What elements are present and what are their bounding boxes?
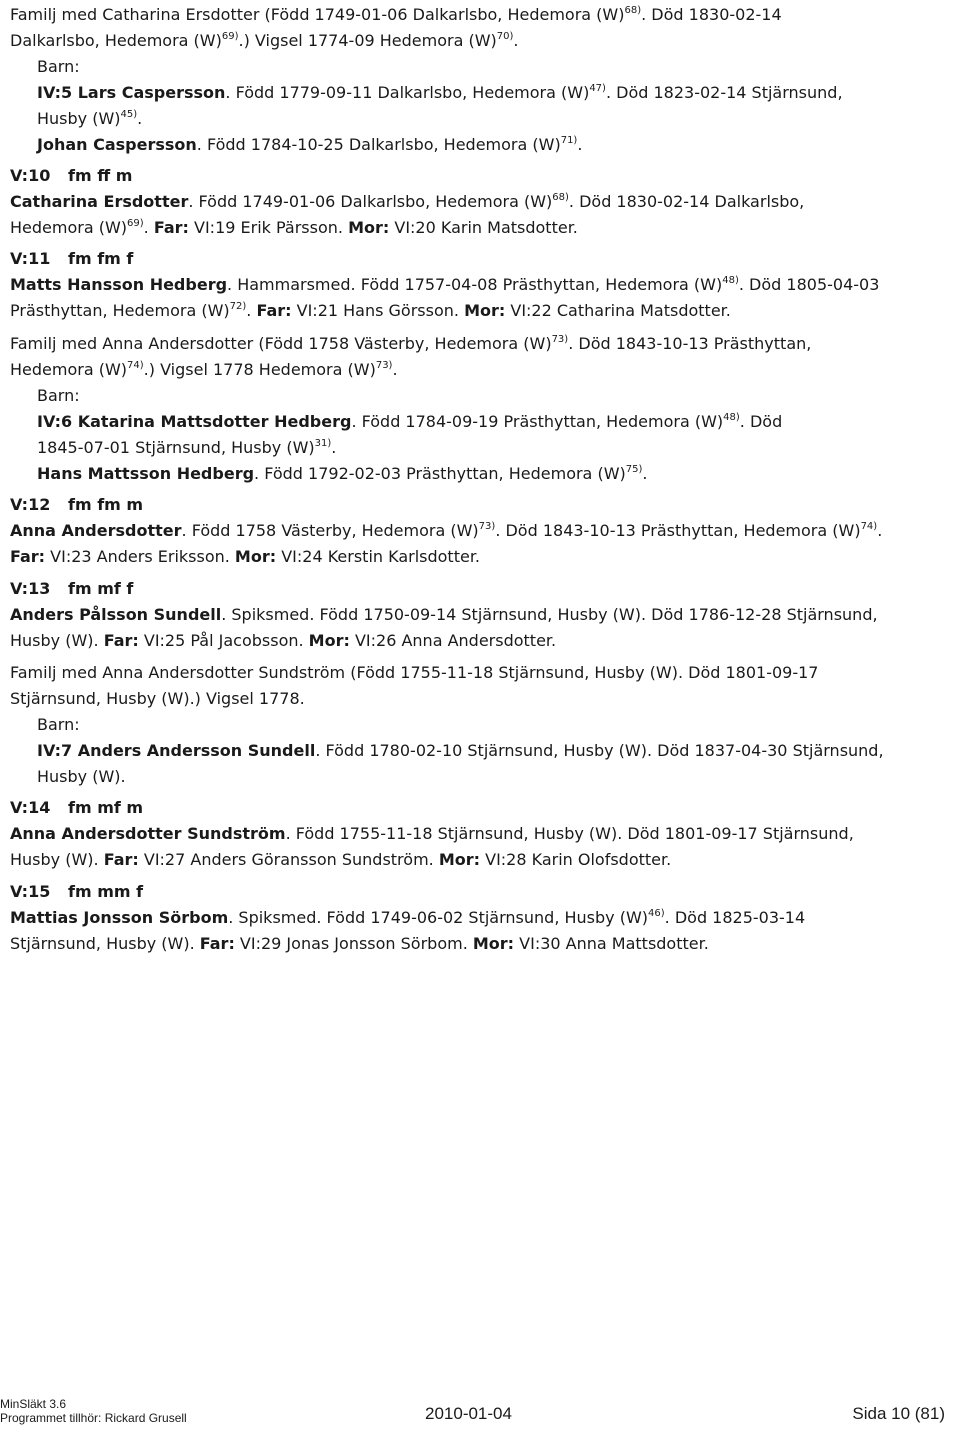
footnote-ref: 69) <box>221 31 239 42</box>
generation-code: V:14 <box>10 798 51 817</box>
page-footer <box>0 1397 945 1433</box>
text: . Hammarsmed. Född 1757-04-08 Prästhyttan, Hedemora (W) <box>227 275 723 294</box>
footnote-ref: 48) <box>722 275 739 286</box>
mother-label: Mor: <box>308 631 350 650</box>
child-entry <box>37 740 884 762</box>
text: . <box>331 438 337 457</box>
text: . Född 1784-09-19 Prästhyttan, Hedemora (W) <box>351 412 724 431</box>
child-entry <box>37 82 843 104</box>
text: . Född 1749-01-06 Dalkarlsbo, Hedemora (W) <box>188 192 553 211</box>
relation-code: fm fm f <box>68 249 134 268</box>
footnote-ref: 72) <box>229 301 247 312</box>
father-label: Far: <box>103 631 139 650</box>
mother-label: Mor: <box>472 934 515 953</box>
footnote-ref: 48) <box>723 412 740 423</box>
child-entry-cont <box>37 108 142 130</box>
footnote-ref: 70) <box>496 31 514 42</box>
text: Dalkarlsbo, Hedemora (W) <box>10 31 222 50</box>
father-label: Far: <box>199 934 235 953</box>
generation-code: V:11 <box>10 249 51 268</box>
text: . <box>143 218 154 237</box>
text: . Död 1823-02-14 Stjärnsund, <box>605 83 843 102</box>
footnote-ref: 68) <box>552 192 569 203</box>
text: Stjärnsund, Husby (W). <box>10 934 200 953</box>
footer-app-name: MinSläkt 3.6 <box>0 1397 67 1411</box>
generation-header <box>10 578 133 600</box>
text: . Död 1805-04-03 <box>738 275 880 294</box>
text: Husby (W) <box>37 109 121 128</box>
text: . Född 1784-10-25 Dalkarlsbo, Hedemora (W) <box>196 135 561 154</box>
text: 1845-07-01 Stjärnsund, Husby (W) <box>37 438 315 457</box>
child-entry <box>37 411 782 433</box>
person-entry-cont <box>10 217 578 239</box>
text: . <box>642 464 648 483</box>
text: . <box>877 521 883 540</box>
text: VI:25 Pål Jacobsson. <box>138 631 309 650</box>
footnote-ref: 46) <box>648 908 665 919</box>
mother-label: Mor: <box>348 218 390 237</box>
person-name: Anna Andersdotter Sundström <box>10 824 286 843</box>
text: VI:29 Jonas Jonsson Sörbom. <box>234 934 473 953</box>
children-label: Barn: <box>37 715 80 734</box>
mother-label: Mor: <box>438 850 481 869</box>
footnote-ref: 31) <box>314 438 332 449</box>
text: VI:26 Anna Andersdotter. <box>349 631 557 650</box>
text: . Spiksmed. Född 1750-09-14 Stjärnsund, Husby (W). Död 1786-12-28 Stjärnsund, <box>221 605 878 624</box>
text: . Född 1758 Västerby, Hedemora (W) <box>181 521 479 540</box>
child-entry-cont <box>37 437 336 459</box>
text: VI:21 Hans Görsson. <box>291 301 465 320</box>
child-entry <box>37 134 582 156</box>
generation-header <box>10 494 143 516</box>
text: . <box>137 109 143 128</box>
person-entry <box>10 823 854 845</box>
text: Familj med Anna Andersdotter (Född 1758 Västerby, Hedemora (W) <box>10 334 552 353</box>
person-name: IV:7 Anders Andersson Sundell <box>37 741 316 760</box>
family-header-line <box>10 359 398 381</box>
person-entry-cont <box>10 630 556 652</box>
family-header-line: Stjärnsund, Husby (W).) Vigsel 1778. <box>10 689 305 708</box>
person-name: IV:5 Lars Caspersson <box>37 83 226 102</box>
person-entry <box>10 604 878 626</box>
relation-code: fm fm m <box>68 495 144 514</box>
person-entry-cont <box>10 546 480 568</box>
text: Husby (W). <box>10 631 104 650</box>
text: VI:19 Erik Pärsson. <box>188 218 349 237</box>
relation-code: fm mf f <box>68 579 134 598</box>
text: . Död 1843-10-13 Prästhyttan, <box>568 334 812 353</box>
footer-page-number: Sida 10 (81) <box>852 1404 945 1423</box>
generation-code: V:10 <box>10 166 51 185</box>
person-name: Anders Pålsson Sundell <box>10 605 222 624</box>
footnote-ref: 69) <box>127 218 144 229</box>
footnote-ref: 73) <box>375 360 393 371</box>
text: . Död 1830-02-14 <box>641 5 782 24</box>
text: . Född 1780-02-10 Stjärnsund, Husby (W). Död 1837-04-30 Stjärnsund, <box>315 741 884 760</box>
father-label: Far: <box>153 218 189 237</box>
text: . <box>246 301 257 320</box>
child-entry <box>37 463 647 485</box>
footnote-ref: 68) <box>624 5 642 16</box>
text: . Spiksmed. Född 1749-06-02 Stjärnsund, Husby (W) <box>228 908 649 927</box>
person-entry <box>10 191 804 213</box>
text: VI:22 Catharina Matsdotter. <box>505 301 731 320</box>
footnote-ref: 74) <box>127 360 144 371</box>
person-entry-cont <box>10 849 671 871</box>
text: VI:24 Kerstin Karlsdotter. <box>276 547 481 566</box>
father-label: Far: <box>10 547 46 566</box>
generation-code: V:12 <box>10 495 51 514</box>
mother-label: Mor: <box>464 301 506 320</box>
text: VI:28 Karin Olofsdotter. <box>480 850 672 869</box>
footnote-ref: 71) <box>560 135 578 146</box>
footnote-ref: 75) <box>625 464 643 475</box>
text: . Född 1779-09-11 Dalkarlsbo, Hedemora (W) <box>225 83 590 102</box>
person-name: Hans Mattsson Hedberg <box>37 464 255 483</box>
person-name: IV:6 Katarina Mattsdotter Hedberg <box>37 412 352 431</box>
text: VI:20 Karin Matsdotter. <box>389 218 578 237</box>
footnote-ref: 45) <box>120 109 138 120</box>
footnote-ref: 73) <box>478 521 496 532</box>
generation-header <box>10 165 132 187</box>
person-name: Johan Caspersson <box>37 135 197 154</box>
footnote-ref: 47) <box>589 83 606 94</box>
text: Husby (W). <box>10 850 104 869</box>
generation-code: V:13 <box>10 579 51 598</box>
mother-label: Mor: <box>234 547 277 566</box>
father-label: Far: <box>103 850 139 869</box>
text: VI:23 Anders Eriksson. <box>45 547 235 566</box>
text: Hedemora (W) <box>10 360 128 379</box>
text: . <box>513 31 519 50</box>
footer-owner: Programmet tillhör: Rickard Grusell <box>0 1411 187 1425</box>
text: Familj med Catharina Ersdotter (Född 1749-01-06 Dalkarlsbo, Hedemora (W) <box>10 5 625 24</box>
footnote-ref: 73) <box>551 334 569 345</box>
text: VI:30 Anna Mattsdotter. <box>514 934 709 953</box>
person-name: Matts Hansson Hedberg <box>10 275 228 294</box>
person-name: Anna Andersdotter <box>10 521 182 540</box>
father-label: Far: <box>256 301 292 320</box>
text: . Död <box>739 412 783 431</box>
text: . Född 1755-11-18 Stjärnsund, Husby (W). Död 1801-09-17 Stjärnsund, <box>285 824 854 843</box>
family-header-line: Familj med Anna Andersdotter Sundström (Född 1755-11-18 Stjärnsund, Husby (W). Död 1801-09-17 <box>10 663 819 682</box>
text: .) Vigsel 1774-09 Hedemora (W) <box>238 31 497 50</box>
person-entry <box>10 520 882 542</box>
children-label: Barn: <box>37 57 80 76</box>
family-header-line <box>10 30 519 52</box>
text: .) Vigsel 1778 Hedemora (W) <box>143 360 376 379</box>
family-header-line <box>10 333 811 355</box>
family-header-line <box>10 4 782 26</box>
text: VI:27 Anders Göransson Sundström. <box>138 850 439 869</box>
child-entry-cont: Husby (W). <box>37 767 126 786</box>
generation-header <box>10 248 133 270</box>
relation-code: fm mm f <box>68 882 144 901</box>
generation-header <box>10 797 143 819</box>
text: . Död 1825-03-14 <box>664 908 806 927</box>
children-label: Barn: <box>37 386 80 405</box>
text: . <box>577 135 583 154</box>
footnote-ref: 74) <box>860 521 878 532</box>
text: . Född 1792-02-03 Prästhyttan, Hedemora (W) <box>254 464 626 483</box>
generation-code: V:15 <box>10 882 51 901</box>
text: . Död 1830-02-14 Dalkarlsbo, <box>568 192 805 211</box>
text: . Död 1843-10-13 Prästhyttan, Hedemora (W) <box>495 521 861 540</box>
person-entry <box>10 274 879 296</box>
person-name: Mattias Jonsson Sörbom <box>10 908 229 927</box>
text: Hedemora (W) <box>10 218 128 237</box>
person-name: Catharina Ersdotter <box>10 192 189 211</box>
generation-header <box>10 881 143 903</box>
person-entry-cont <box>10 300 731 322</box>
person-entry <box>10 907 805 929</box>
footer-date: 2010-01-04 <box>425 1404 512 1423</box>
text: Prästhyttan, Hedemora (W) <box>10 301 230 320</box>
relation-code: fm mf m <box>68 798 144 817</box>
text: . <box>392 360 398 379</box>
relation-code: fm ff m <box>68 166 133 185</box>
person-entry-cont <box>10 933 709 955</box>
